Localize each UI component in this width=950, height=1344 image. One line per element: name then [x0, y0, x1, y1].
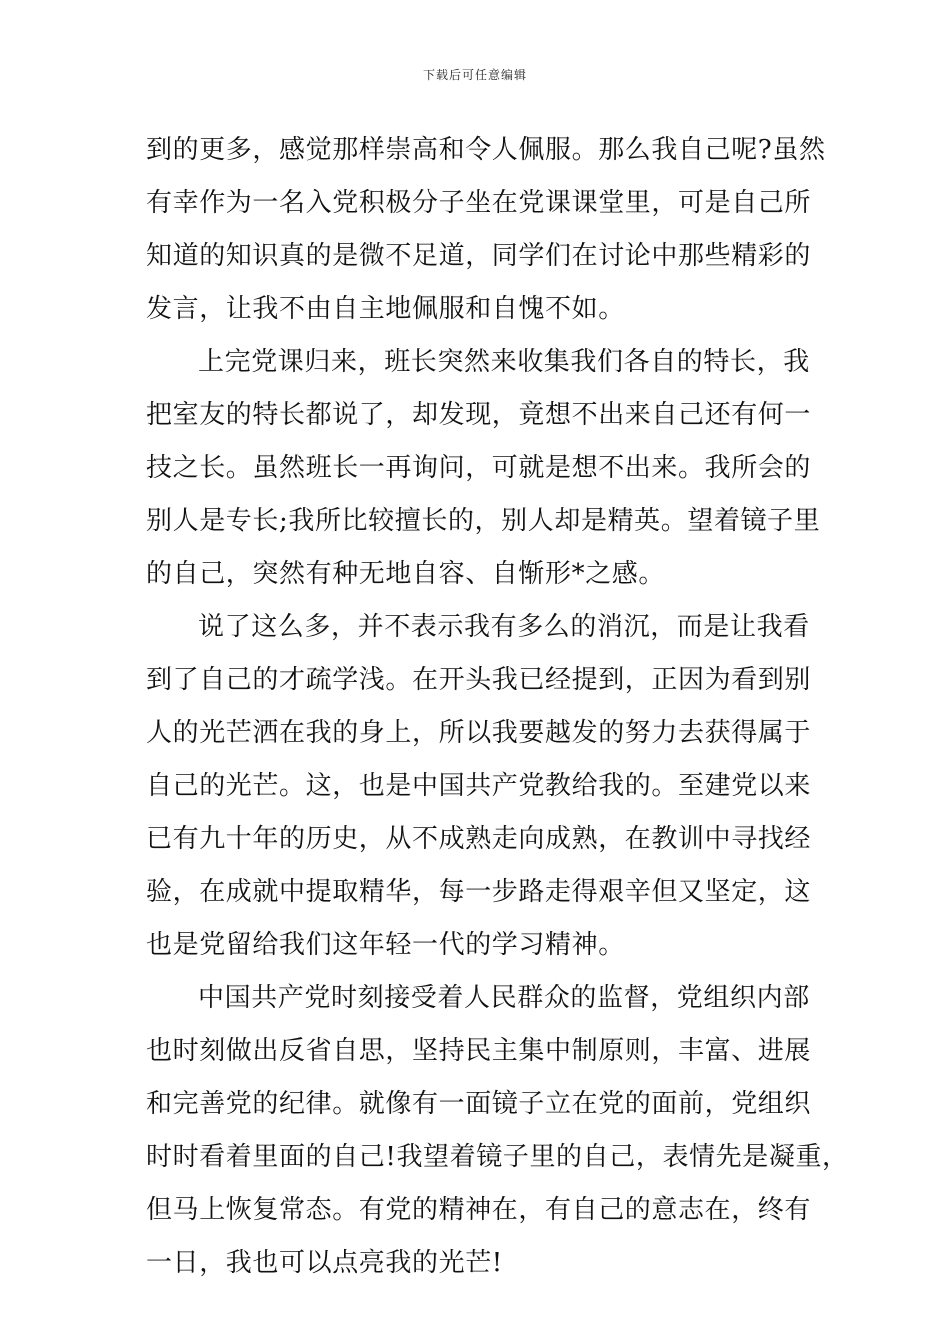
text-line: 有幸作为一名入党积极分子坐在党课课堂里，可是自己所: [146, 188, 812, 218]
text-line: 也时刻做出反省自思，坚持民主集中制原则，丰富、进展: [146, 1036, 812, 1066]
text-line: 知道的知识真的是微不足道，同学们在讨论中那些精彩的: [146, 241, 812, 271]
text-line: 已有九十年的历史，从不成熟走向成熟，在教训中寻找经: [146, 824, 812, 854]
text-line: 中国共产党时刻接受着人民群众的监督，党组织内部: [198, 983, 810, 1013]
paragraph-1: [146, 124, 826, 336]
paragraph-4: [146, 972, 849, 1290]
text-line: 人的光芒洒在我的身上，所以我要越发的努力去获得属于: [146, 718, 812, 748]
text-line: 时时看着里面的自己!我望着镜子里的自己，表情先是凝重，: [146, 1142, 849, 1172]
text-line: 也是党留给我们这年轻一代的学习精神。: [146, 930, 625, 960]
paragraph-2: [146, 336, 821, 601]
paragraph-3: [146, 601, 811, 972]
text-line: 一日，我也可以点亮我的光芒!: [146, 1248, 503, 1278]
text-line: 到了自己的才疏学浅。在开头我已经提到，正因为看到别: [146, 665, 812, 695]
text-line: 和完善党的纪律。就像有一面镜子立在党的面前，党组织: [146, 1089, 812, 1119]
text-line: 发言，让我不由自主地佩服和自愧不如。: [146, 294, 625, 324]
text-line: 技之长。虽然班长一再询问，可就是想不出来。我所会的: [146, 453, 812, 483]
text-line: 验，在成就中提取精华，每一步路走得艰辛但又坚定，这: [146, 877, 812, 907]
text-line: 自己的光芒。这，也是中国共产党教给我的。至建党以来: [146, 771, 812, 801]
text-line: 的自己，突然有种无地自容、自惭形*之感。: [146, 559, 666, 589]
text-line: 但马上恢复常态。有党的精神在，有自己的意志在，终有: [146, 1195, 812, 1225]
text-line: 到的更多，感觉那样崇高和令人佩服。那么我自己呢?虽然: [146, 135, 826, 165]
page-header: 下载后可任意编辑: [422, 68, 527, 82]
text-line: 上完党课归来，班长突然来收集我们各自的特长，我: [198, 347, 810, 377]
text-line: 别人是专长;我所比较擅长的，别人却是精英。望着镜子里: [146, 506, 821, 536]
document-body: [146, 124, 849, 1290]
text-line: 说了这么多，并不表示我有多么的消沉，而是让我看: [198, 612, 810, 642]
text-line: 把室友的特长都说了，却发现，竟想不出来自己还有何一: [146, 400, 812, 430]
